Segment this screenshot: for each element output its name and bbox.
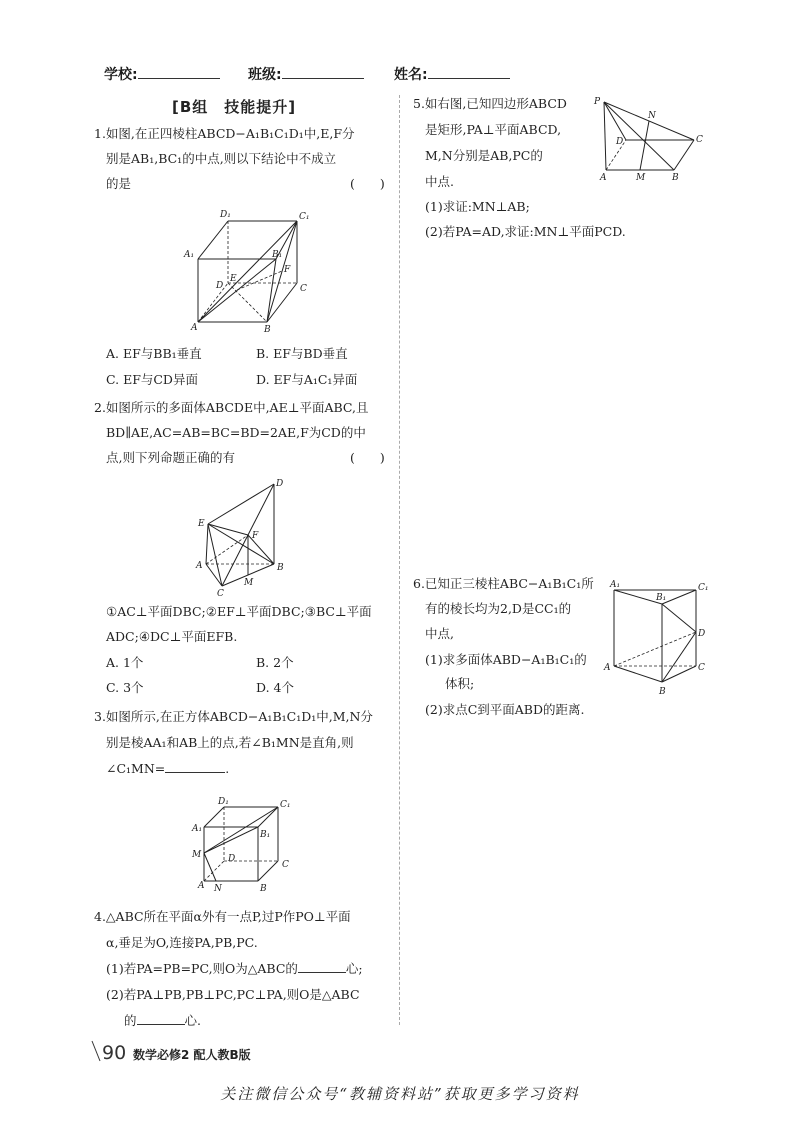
q2-label-m: M xyxy=(244,578,254,588)
q2-option-c: C. 3个 xyxy=(106,680,144,695)
q6-label-b: B xyxy=(659,687,666,697)
q4-part1-end: 心; xyxy=(345,961,363,976)
q1-option-c: C. EF与CD异面 xyxy=(106,372,198,387)
q1-label-f: F xyxy=(284,265,291,275)
q5-subquestion-2: (2)若PA=AD,求证:MN⊥平面PCD. xyxy=(425,224,626,239)
q2-label-b: B xyxy=(277,563,284,573)
q2-label-c: C xyxy=(217,589,224,598)
q1-line2: 别是AB₁,BC₁的中点,则以下结论中不成立 xyxy=(106,151,337,166)
q6-line-b1d xyxy=(662,604,696,632)
q2-statements-line1: ①AC⊥平面DBC;②EF⊥平面DBC;③BC⊥平面 xyxy=(106,604,372,619)
q5-edge-pd xyxy=(604,102,626,140)
q1-hidden-ad xyxy=(198,283,228,322)
class-field xyxy=(248,64,364,84)
q6-label-b1: B₁ xyxy=(656,593,667,603)
q2-polyhedron-figure xyxy=(192,476,302,598)
q4-part1-blank xyxy=(298,960,346,973)
q2-label-d: D xyxy=(276,479,284,489)
q5-pyramid-figure xyxy=(592,92,712,184)
q3-edge-a1d1 xyxy=(204,807,224,827)
q1-line1: 1.如图,在正四棱柱ABCD−A₁B₁C₁D₁中,E,F分 xyxy=(94,126,355,141)
q3-label-b1: B₁ xyxy=(260,830,271,840)
q6-label-c1: C₁ xyxy=(698,583,709,593)
q4-part1-text: (1)若PA=PB=PC,则O为△ABC的 xyxy=(106,961,298,976)
book-title: 数学必修2 配人教B版 xyxy=(133,1048,251,1062)
q5-line2: 是矩形,PA⊥平面ABCD, xyxy=(425,122,562,137)
q6-subquestion-1: (1)求多面体ABD−A₁B₁C₁的 xyxy=(425,652,587,667)
q1-edge-a1d1 xyxy=(198,221,228,259)
q2-option-d: D. 4个 xyxy=(256,680,294,695)
q3-answer-blank xyxy=(165,760,225,773)
q3-angle-text: ∠C₁MN= xyxy=(106,761,166,776)
q1-line-ab1 xyxy=(198,259,276,322)
school-label: 学校: xyxy=(104,67,138,83)
q6-label-a: A xyxy=(604,663,611,673)
q5-label-a: A xyxy=(600,173,607,183)
q3-line-mb1 xyxy=(204,827,258,853)
page-number: 90 xyxy=(102,1042,127,1064)
name-label: 姓名: xyxy=(394,67,428,83)
q2-label-f: F xyxy=(252,531,259,541)
q2-hidden-af xyxy=(206,535,248,564)
q4-line2: α,垂足为O,连接PA,PB,PC. xyxy=(106,935,258,950)
school-blank xyxy=(138,64,220,79)
q5-label-p: P xyxy=(594,97,601,107)
q3-label-m: M xyxy=(192,850,202,860)
q2-option-a: A. 1个 xyxy=(106,655,144,670)
q6-label-a1: A₁ xyxy=(610,580,621,590)
q1-hidden-ef xyxy=(237,271,282,290)
section-title: [B组 技能提升] xyxy=(172,98,297,116)
q6-edge-a1b1 xyxy=(614,590,662,604)
class-label: 班级: xyxy=(248,67,282,83)
footer-slash xyxy=(90,1040,102,1062)
q2-edge-ef xyxy=(208,524,248,535)
q3-hidden-ad xyxy=(204,861,224,881)
q2-line1: 2.如图所示的多面体ABCDE中,AE⊥平面ABC,且 xyxy=(94,400,369,415)
q3-label-a: A xyxy=(198,881,205,891)
q1-label-b: B xyxy=(264,325,271,335)
q4-line1: 4.△ABC所在平面α外有一点P,过P作PO⊥平面 xyxy=(94,909,351,924)
q6-hidden-ad xyxy=(614,632,696,666)
q3-label-b: B xyxy=(260,884,267,894)
q1-label-a: A xyxy=(191,323,198,333)
q3-label-d: D xyxy=(228,854,236,864)
q1-answer-paren: ( ) xyxy=(350,176,385,191)
q2-edge-ea xyxy=(206,524,208,564)
name-field xyxy=(394,64,510,84)
q5-label-b: B xyxy=(672,173,679,183)
q1-hidden-bd xyxy=(228,283,267,322)
q1-option-b: B. EF与BD垂直 xyxy=(256,346,348,361)
q3-label-c1: C₁ xyxy=(280,800,291,810)
q3-line-mn xyxy=(204,853,216,881)
q2-answer-paren: ( ) xyxy=(350,450,385,465)
q3-line3 xyxy=(106,757,229,781)
q6-line1: 6.已知正三棱柱ABC−A₁B₁C₁所 xyxy=(413,576,594,591)
q4-part2-text: 的 xyxy=(124,1013,137,1028)
class-blank xyxy=(282,64,364,79)
q6-subquestion-1-cont: 体积; xyxy=(445,676,475,691)
q5-edge-bc xyxy=(674,140,694,170)
q3-line1: 3.如图所示,在正方体ABCD−A₁B₁C₁D₁中,M,N分 xyxy=(94,709,373,724)
q5-edge-pb xyxy=(604,102,674,170)
q3-label-d1: D₁ xyxy=(218,797,229,807)
q5-label-m: M xyxy=(636,173,646,183)
q4-part1 xyxy=(106,957,363,981)
name-blank xyxy=(428,64,510,79)
q3-label-n: N xyxy=(214,884,222,894)
column-divider xyxy=(399,95,400,1025)
q3-cube-figure xyxy=(190,795,310,895)
q6-subquestion-2: (2)求点C到平面ABD的距离. xyxy=(425,702,585,717)
q3-edge-top-front xyxy=(204,807,278,827)
q2-label-a: A xyxy=(196,561,203,571)
q5-edge-pa xyxy=(604,102,606,170)
q5-label-n: N xyxy=(648,111,656,121)
q1-label-c1: C₁ xyxy=(299,212,310,222)
q6-label-d: D xyxy=(698,629,706,639)
q3-line3-end: . xyxy=(225,761,230,776)
q1-line3: 的是 xyxy=(106,176,132,191)
q3-edge-bc xyxy=(258,861,278,881)
q6-prism-figure xyxy=(600,578,720,698)
q6-label-c: C xyxy=(698,663,705,673)
q1-option-a: A. EF与BB₁垂直 xyxy=(106,346,202,361)
q1-label-d1: D₁ xyxy=(220,210,231,220)
school-field xyxy=(104,64,220,84)
q4-part2-line1: (2)若PA⊥PB,PB⊥PC,PC⊥PA,则O是△ABC xyxy=(106,987,360,1002)
q2-line3: 点,则下列命题正确的有 xyxy=(106,450,235,465)
q6-edge-ab xyxy=(614,666,662,682)
q2-option-b: B. 2个 xyxy=(256,655,294,670)
q2-edge-eb xyxy=(208,524,274,564)
q6-line3: 中点, xyxy=(425,626,454,641)
q1-label-b1: B₁ xyxy=(272,250,283,260)
q3-label-c: C xyxy=(282,860,289,870)
q5-label-c: C xyxy=(696,135,703,145)
q5-line3: M,N分别是AB,PC的 xyxy=(425,148,543,163)
q2-label-e: E xyxy=(198,519,205,529)
q5-subquestion-1: (1)求证:MN⊥AB; xyxy=(425,199,530,214)
q1-label-d: D xyxy=(216,281,224,291)
q4-part2-line2 xyxy=(124,1009,201,1033)
q1-label-e: E xyxy=(230,274,237,284)
q5-line-mn xyxy=(640,121,649,170)
q2-statements-line2: ADC;④DC⊥平面EFB. xyxy=(106,629,238,644)
q2-line2: BD∥AE,AC=AB=BC=BD=2AE,F为CD的中 xyxy=(106,425,366,440)
q3-line2: 别是棱AA₁和AB上的点,若∠B₁MN是直角,则 xyxy=(106,735,354,750)
q1-label-c: C xyxy=(300,284,307,294)
q1-prism-figure xyxy=(180,205,320,335)
q5-label-d: D xyxy=(616,137,624,147)
q6-edge-b1c1 xyxy=(662,590,696,604)
q1-label-a1: A₁ xyxy=(184,250,195,260)
q5-line4: 中点. xyxy=(425,174,454,189)
q4-part2-blank xyxy=(137,1012,185,1025)
q4-part2-end: 心. xyxy=(184,1013,201,1028)
q6-line2: 有的棱长均为2,D是CC₁的 xyxy=(425,601,572,616)
q1-option-d: D. EF与A₁C₁异面 xyxy=(256,372,358,387)
bottom-note: 关注微信公众号“教辅资料站”获取更多学习资料 xyxy=(220,1085,580,1103)
q5-line1: 5.如右图,已知四边形ABCD xyxy=(413,96,567,111)
q3-label-a1: A₁ xyxy=(192,824,203,834)
